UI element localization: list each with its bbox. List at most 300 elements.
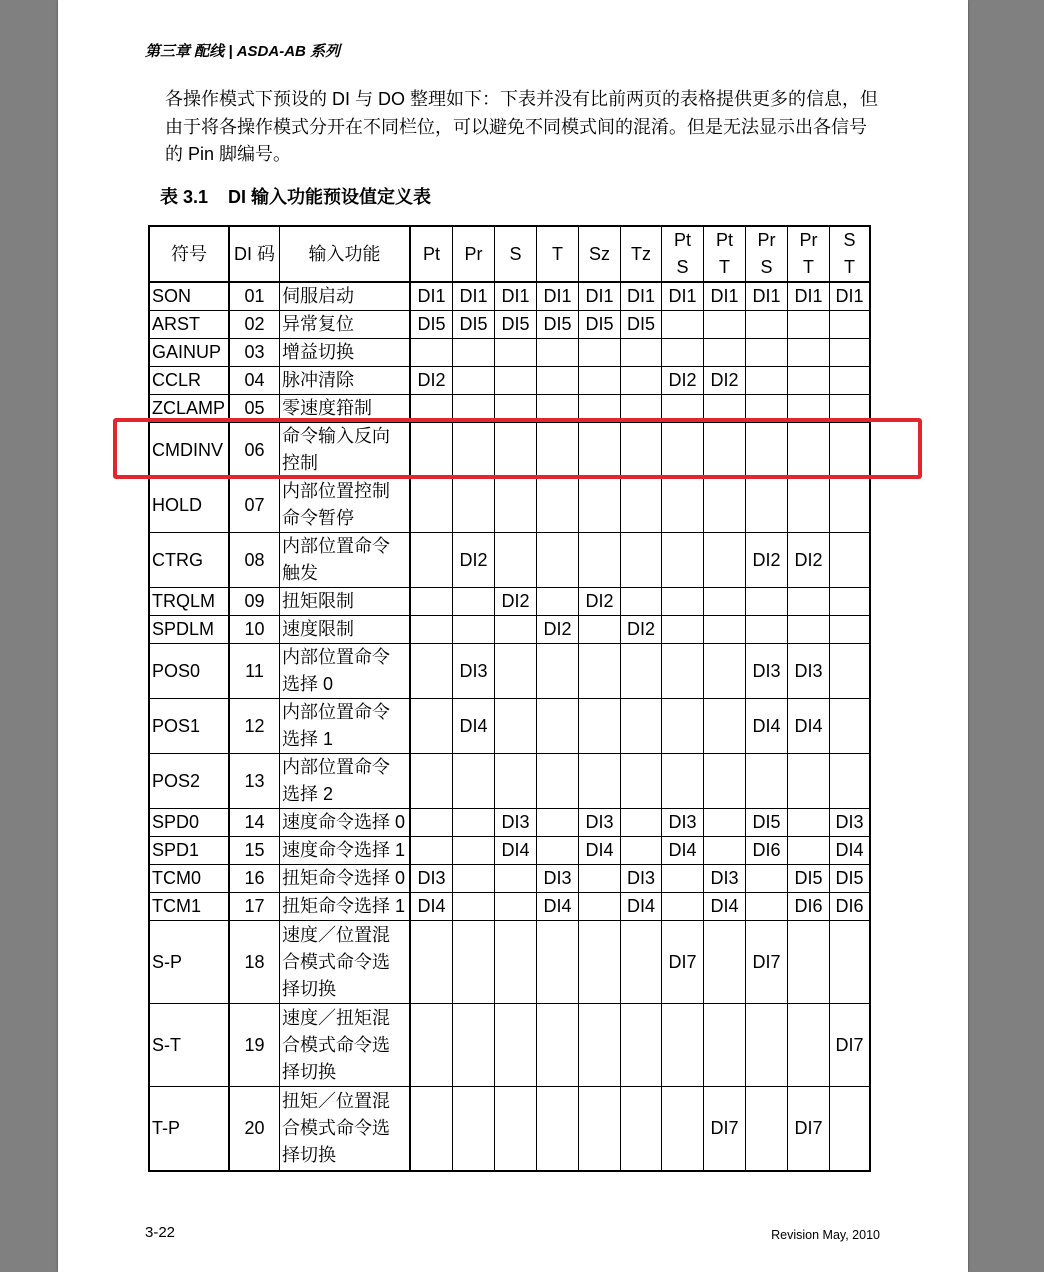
input-function-cell: 命令输入反向 控制 xyxy=(280,423,411,477)
di-code-cell: 04 xyxy=(230,367,280,394)
mode-cell-s xyxy=(495,754,537,808)
di-code-cell: 02 xyxy=(230,311,280,338)
mode-cell-pr-s xyxy=(746,423,788,477)
mode-cell-pr-t: DI4 xyxy=(788,699,830,753)
mode-cell-pt-s xyxy=(662,1004,704,1086)
symbol-cell: S-T xyxy=(150,1004,230,1086)
mode-cell-sz xyxy=(579,754,621,808)
mode-cell-pt-s: DI1 xyxy=(662,283,704,310)
mode-cell-s xyxy=(495,533,537,587)
input-function-cell: 内部位置控制 命令暂停 xyxy=(280,478,411,532)
mode-cell-pt xyxy=(411,699,453,753)
mode-cell-pt-t: DI3 xyxy=(704,865,746,892)
input-function-cell: 扭矩命令选择 1 xyxy=(280,893,411,920)
mode-cell-s-t xyxy=(830,588,869,615)
symbol-cell: TCM0 xyxy=(150,865,230,892)
header-mode-pt-s: Pt S xyxy=(662,227,704,281)
mode-cell-tz xyxy=(621,754,662,808)
mode-cell-s: DI5 xyxy=(495,311,537,338)
di-code-cell: 15 xyxy=(230,837,280,864)
chapter-header: 第三章 配线 | ASDA-AB 系列 xyxy=(145,43,341,60)
mode-cell-pt-t xyxy=(704,921,746,1003)
mode-cell-pr-t xyxy=(788,588,830,615)
mode-cell-pr-s: DI1 xyxy=(746,283,788,310)
mode-cell-pr-s xyxy=(746,616,788,643)
mode-cell-pr-t: DI1 xyxy=(788,283,830,310)
mode-cell-pt-s xyxy=(662,754,704,808)
mode-cell-pt-t xyxy=(704,644,746,698)
table-row-cclr xyxy=(150,367,869,395)
header-mode-t: T xyxy=(537,227,579,281)
input-function-cell: 速度／位置混 合模式命令选 择切换 xyxy=(280,921,411,1003)
symbol-cell: CTRG xyxy=(150,533,230,587)
mode-cell-pr-t xyxy=(788,423,830,477)
mode-cell-pt-t xyxy=(704,754,746,808)
mode-cell-pt: DI4 xyxy=(411,893,453,920)
input-function-cell: 速度命令选择 0 xyxy=(280,809,411,836)
mode-cell-pr-t xyxy=(788,754,830,808)
table-row-son xyxy=(150,283,869,311)
symbol-cell: ZCLAMP xyxy=(150,395,230,422)
mode-cell-s-t xyxy=(830,339,869,366)
symbol-cell: SPD1 xyxy=(150,837,230,864)
mode-cell-sz xyxy=(579,699,621,753)
mode-cell-tz xyxy=(621,588,662,615)
mode-cell-pr-t xyxy=(788,395,830,422)
mode-cell-t xyxy=(537,1087,579,1170)
mode-cell-sz xyxy=(579,616,621,643)
mode-cell-s xyxy=(495,644,537,698)
mode-cell-sz: DI2 xyxy=(579,588,621,615)
mode-cell-tz xyxy=(621,699,662,753)
mode-cell-pr xyxy=(453,809,495,836)
mode-cell-s-t xyxy=(830,311,869,338)
symbol-cell: CMDINV xyxy=(150,423,230,477)
mode-cell-sz xyxy=(579,478,621,532)
mode-cell-pt xyxy=(411,588,453,615)
mode-cell-pt-t xyxy=(704,339,746,366)
mode-cell-sz xyxy=(579,339,621,366)
mode-cell-pr-t xyxy=(788,311,830,338)
mode-cell-sz: DI1 xyxy=(579,283,621,310)
mode-cell-pt-s xyxy=(662,395,704,422)
table-row-pos0 xyxy=(150,644,869,699)
table-row-pos2 xyxy=(150,754,869,809)
mode-cell-pr: DI1 xyxy=(453,283,495,310)
mode-cell-pr: DI2 xyxy=(453,533,495,587)
mode-cell-s xyxy=(495,616,537,643)
symbol-cell: T-P xyxy=(150,1087,230,1170)
header-mode-pr: Pr xyxy=(453,227,495,281)
symbol-cell: TCM1 xyxy=(150,893,230,920)
header-input-function: 输入功能 xyxy=(280,227,411,281)
mode-cell-s: DI1 xyxy=(495,283,537,310)
mode-cell-pt xyxy=(411,339,453,366)
mode-cell-pt-t xyxy=(704,837,746,864)
mode-cell-pt-t xyxy=(704,478,746,532)
mode-cell-pt-s xyxy=(662,339,704,366)
mode-cell-pt xyxy=(411,809,453,836)
input-function-cell: 内部位置命令 选择 2 xyxy=(280,754,411,808)
mode-cell-s-t xyxy=(830,699,869,753)
input-function-cell: 增益切换 xyxy=(280,339,411,366)
mode-cell-tz xyxy=(621,1087,662,1170)
table-caption: 表 3.1 DI 输入功能预设值定义表 xyxy=(160,187,432,207)
mode-cell-s-t: DI5 xyxy=(835,868,864,888)
mode-cell-t xyxy=(537,809,579,836)
input-function-cell: 伺服启动 xyxy=(280,283,411,310)
mode-cell-pr-t xyxy=(788,837,830,864)
mode-cell-t xyxy=(537,699,579,753)
mode-cell-t xyxy=(537,754,579,808)
mode-cell-pt-t xyxy=(704,311,746,338)
header-mode-pt-t: Pt T xyxy=(704,227,746,281)
mode-cell-s-t xyxy=(830,1087,869,1170)
mode-cell-pr-t xyxy=(788,616,830,643)
mode-cell-pr xyxy=(453,893,495,920)
di-code-cell: 09 xyxy=(230,588,280,615)
mode-cell-pt xyxy=(411,478,453,532)
mode-cell-pr xyxy=(453,616,495,643)
header-symbol: 符号 xyxy=(150,227,230,281)
input-function-cell: 扭矩命令选择 0 xyxy=(280,865,411,892)
table-row-spd1 xyxy=(150,837,869,865)
mode-cell-t xyxy=(537,921,579,1003)
table-row-zclamp xyxy=(150,395,869,423)
mode-cell-pt-s xyxy=(662,423,704,477)
mode-cell-sz xyxy=(579,367,621,394)
mode-cell-pr-t xyxy=(788,1004,830,1086)
symbol-cell: CCLR xyxy=(150,367,230,394)
mode-cell-pr-s xyxy=(746,311,788,338)
mode-cell-s xyxy=(495,893,537,920)
di-code-cell: 12 xyxy=(230,699,280,753)
mode-cell-s xyxy=(495,339,537,366)
header-di-code: DI 码 xyxy=(230,227,280,281)
mode-cell-sz xyxy=(579,865,621,892)
mode-cell-pt: DI2 xyxy=(411,367,453,394)
di-code-cell: 10 xyxy=(230,616,280,643)
mode-cell-pr-s xyxy=(746,893,788,920)
mode-cell-pt-s: DI2 xyxy=(662,367,704,394)
di-code-cell: 14 xyxy=(230,809,280,836)
input-function-cell: 扭矩／位置混 合模式命令选 择切换 xyxy=(280,1087,411,1170)
mode-cell-s-t: DI6 xyxy=(835,896,864,916)
mode-cell-pt-s xyxy=(662,1087,704,1170)
mode-cell-t xyxy=(537,644,579,698)
header-mode-s-t: S T xyxy=(843,230,856,277)
mode-cell-s-t: DI4 xyxy=(835,840,864,860)
mode-cell-s xyxy=(495,1087,537,1170)
mode-cell-pr-s: DI4 xyxy=(746,699,788,753)
symbol-cell: TRQLM xyxy=(150,588,230,615)
di-code-cell: 01 xyxy=(230,283,280,310)
mode-cell-s xyxy=(495,921,537,1003)
mode-cell-pr-s xyxy=(746,367,788,394)
mode-cell-pt-t xyxy=(704,588,746,615)
mode-cell-t xyxy=(537,423,579,477)
mode-cell-pr-s: DI3 xyxy=(746,644,788,698)
intro-paragraph: 各操作模式下预设的 DI 与 DO 整理如下：下表并没有比前两页的表格提供更多的信息，但 由于将各操作模式分开在不同栏位，可以避免不同模式间的混淆。但是无法显示出各信号 的 Pin 脚编号。 xyxy=(165,89,879,164)
table-row-t-p xyxy=(150,1087,869,1170)
mode-cell-pt-t: DI7 xyxy=(704,1087,746,1170)
mode-cell-t xyxy=(537,588,579,615)
mode-cell-s xyxy=(495,395,537,422)
mode-cell-s-t xyxy=(830,395,869,422)
revision-date: Revision May, 2010 xyxy=(771,1228,880,1242)
input-function-cell: 速度／扭矩混 合模式命令选 择切换 xyxy=(280,1004,411,1086)
mode-cell-sz xyxy=(579,533,621,587)
mode-cell-s-t: DI1 xyxy=(835,286,864,306)
mode-cell-tz xyxy=(621,339,662,366)
mode-cell-pr-s: DI7 xyxy=(746,921,788,1003)
mode-cell-pr-s: DI6 xyxy=(746,837,788,864)
mode-cell-pr-s xyxy=(746,1087,788,1170)
mode-cell-s xyxy=(495,699,537,753)
table-row-s-t xyxy=(150,1004,869,1087)
mode-cell-t xyxy=(537,367,579,394)
mode-cell-s-t xyxy=(830,754,869,808)
symbol-cell: ARST xyxy=(150,311,230,338)
mode-cell-t xyxy=(537,533,579,587)
mode-cell-pt xyxy=(411,644,453,698)
mode-cell-t xyxy=(537,1004,579,1086)
mode-cell-pr-s xyxy=(746,1004,788,1086)
mode-cell-pr xyxy=(453,1087,495,1170)
mode-cell-pt-t xyxy=(704,533,746,587)
mode-cell-tz xyxy=(621,533,662,587)
mode-cell-pr-t: DI6 xyxy=(788,893,830,920)
mode-cell-pr-s xyxy=(746,865,788,892)
mode-cell-pr-s xyxy=(746,395,788,422)
mode-cell-pr-t: DI7 xyxy=(788,1087,830,1170)
symbol-cell: HOLD xyxy=(150,478,230,532)
page-number: 3-22 xyxy=(145,1224,176,1241)
mode-cell-s-t xyxy=(830,478,869,532)
mode-cell-pt xyxy=(411,921,453,1003)
mode-cell-pr xyxy=(453,588,495,615)
mode-cell-s xyxy=(495,1004,537,1086)
mode-cell-sz: DI5 xyxy=(579,311,621,338)
mode-cell-pt-s: DI4 xyxy=(662,837,704,864)
header-mode-tz: Tz xyxy=(621,227,662,281)
mode-cell-tz xyxy=(621,478,662,532)
input-function-cell: 速度命令选择 1 xyxy=(280,837,411,864)
mode-cell-tz: DI2 xyxy=(621,616,662,643)
mode-cell-pt-t xyxy=(704,699,746,753)
table-row-gainup xyxy=(150,339,869,367)
mode-cell-pt-t xyxy=(704,423,746,477)
mode-cell-tz xyxy=(621,1004,662,1086)
header-mode-s: S xyxy=(495,227,537,281)
mode-cell-pr: DI5 xyxy=(453,311,495,338)
input-function-cell: 内部位置命令 选择 1 xyxy=(280,699,411,753)
symbol-cell: POS0 xyxy=(150,644,230,698)
input-function-cell: 速度限制 xyxy=(280,616,411,643)
mode-cell-pt-s xyxy=(662,893,704,920)
di-code-cell: 19 xyxy=(230,1004,280,1086)
mode-cell-pr-t: DI2 xyxy=(788,533,830,587)
mode-cell-pr xyxy=(453,339,495,366)
mode-cell-t: DI4 xyxy=(537,893,579,920)
mode-cell-pt-s: DI7 xyxy=(662,921,704,1003)
mode-cell-t: DI3 xyxy=(537,865,579,892)
mode-cell-pt: DI1 xyxy=(411,283,453,310)
mode-cell-pt-s xyxy=(662,616,704,643)
mode-cell-tz: DI1 xyxy=(621,283,662,310)
di-code-cell: 05 xyxy=(230,395,280,422)
mode-cell-tz xyxy=(621,423,662,477)
mode-cell-pr xyxy=(453,754,495,808)
mode-cell-t: DI2 xyxy=(537,616,579,643)
mode-cell-s-t: DI7 xyxy=(835,1034,864,1055)
mode-cell-s-t xyxy=(830,367,869,394)
mode-cell-pt xyxy=(411,1004,453,1086)
mode-cell-pr xyxy=(453,837,495,864)
mode-cell-pt-s xyxy=(662,699,704,753)
mode-cell-pt-t: DI4 xyxy=(704,893,746,920)
mode-cell-pt-s xyxy=(662,533,704,587)
mode-cell-pr-s xyxy=(746,339,788,366)
symbol-cell: POS2 xyxy=(150,754,230,808)
mode-cell-s-t xyxy=(830,423,869,477)
table-row-cmdinv xyxy=(150,423,869,478)
header-mode-pr-s: Pr S xyxy=(746,227,788,281)
mode-cell-sz: DI4 xyxy=(579,837,621,864)
di-code-cell: 16 xyxy=(230,865,280,892)
mode-cell-t: DI1 xyxy=(537,283,579,310)
table-row-spdlm xyxy=(150,616,869,644)
mode-cell-sz xyxy=(579,395,621,422)
mode-cell-t xyxy=(537,478,579,532)
mode-cell-tz: DI3 xyxy=(621,865,662,892)
mode-cell-tz xyxy=(621,367,662,394)
mode-cell-t xyxy=(537,395,579,422)
table-row-s-p xyxy=(150,921,869,1004)
mode-cell-pr-t: DI3 xyxy=(788,644,830,698)
mode-cell-s xyxy=(495,478,537,532)
mode-cell-s-t xyxy=(830,644,869,698)
di-function-table xyxy=(148,225,871,1172)
mode-cell-pr-s: DI2 xyxy=(746,533,788,587)
mode-cell-pt xyxy=(411,1087,453,1170)
input-function-cell: 脉冲清除 xyxy=(280,367,411,394)
input-function-cell: 内部位置命令 触发 xyxy=(280,533,411,587)
mode-cell-pr-s xyxy=(746,588,788,615)
di-code-cell: 07 xyxy=(230,478,280,532)
mode-cell-pt-t xyxy=(704,395,746,422)
table-row-trqlm xyxy=(150,588,869,616)
mode-cell-pr-t xyxy=(788,809,830,836)
table-row-tcm0 xyxy=(150,865,869,893)
mode-cell-pt xyxy=(411,395,453,422)
symbol-cell: POS1 xyxy=(150,699,230,753)
mode-cell-pr xyxy=(453,1004,495,1086)
mode-cell-pr: DI4 xyxy=(453,699,495,753)
mode-cell-tz xyxy=(621,921,662,1003)
mode-cell-sz xyxy=(579,921,621,1003)
table-row-ctrg xyxy=(150,533,869,588)
mode-cell-pt-s xyxy=(662,644,704,698)
header-mode-pt: Pt xyxy=(411,227,453,281)
mode-cell-s-t xyxy=(830,616,869,643)
di-code-cell: 03 xyxy=(230,339,280,366)
mode-cell-pr xyxy=(453,478,495,532)
mode-cell-pr xyxy=(453,423,495,477)
mode-cell-pt xyxy=(411,423,453,477)
mode-cell-pr xyxy=(453,367,495,394)
mode-cell-pt-t xyxy=(704,809,746,836)
mode-cell-pt-t xyxy=(704,1004,746,1086)
table-header-row xyxy=(150,227,869,283)
mode-cell-pr-s xyxy=(746,478,788,532)
mode-cell-sz xyxy=(579,423,621,477)
di-code-cell: 11 xyxy=(230,644,280,698)
mode-cell-pt-s xyxy=(662,478,704,532)
mode-cell-pr xyxy=(453,921,495,1003)
mode-cell-pt-t: DI1 xyxy=(704,283,746,310)
di-code-cell: 08 xyxy=(230,533,280,587)
table-row-arst xyxy=(150,311,869,339)
mode-cell-sz xyxy=(579,644,621,698)
table-row-pos1 xyxy=(150,699,869,754)
mode-cell-s xyxy=(495,423,537,477)
mode-cell-pr xyxy=(453,395,495,422)
mode-cell-pr-t xyxy=(788,339,830,366)
symbol-cell: SON xyxy=(150,283,230,310)
mode-cell-sz xyxy=(579,1087,621,1170)
mode-cell-s: DI3 xyxy=(495,809,537,836)
mode-cell-s xyxy=(495,865,537,892)
mode-cell-pr-s: DI5 xyxy=(746,809,788,836)
mode-cell-pr-t xyxy=(788,921,830,1003)
mode-cell-tz xyxy=(621,809,662,836)
mode-cell-pt-t: DI2 xyxy=(704,367,746,394)
mode-cell-pt: DI3 xyxy=(411,865,453,892)
symbol-cell: SPD0 xyxy=(150,809,230,836)
input-function-cell: 异常复位 xyxy=(280,311,411,338)
di-code-cell: 20 xyxy=(230,1087,280,1170)
mode-cell-pt-s xyxy=(662,588,704,615)
mode-cell-pr xyxy=(453,865,495,892)
di-code-cell: 17 xyxy=(230,893,280,920)
symbol-cell: GAINUP xyxy=(150,339,230,366)
mode-cell-tz: DI5 xyxy=(621,311,662,338)
mode-cell-pt xyxy=(411,616,453,643)
symbol-cell: SPDLM xyxy=(150,616,230,643)
mode-cell-pr-t xyxy=(788,478,830,532)
mode-cell-pr-t: DI5 xyxy=(788,865,830,892)
mode-cell-t xyxy=(537,837,579,864)
mode-cell-pr: DI3 xyxy=(453,644,495,698)
mode-cell-s-t xyxy=(830,921,869,1003)
symbol-cell: S-P xyxy=(150,921,230,1003)
mode-cell-pt xyxy=(411,754,453,808)
input-function-cell: 零速度箝制 xyxy=(280,395,411,422)
mode-cell-s: DI4 xyxy=(495,837,537,864)
mode-cell-tz xyxy=(621,395,662,422)
mode-cell-pt-s: DI3 xyxy=(662,809,704,836)
mode-cell-t xyxy=(537,339,579,366)
header-mode-pr-t: Pr T xyxy=(788,227,830,281)
input-function-cell: 扭矩限制 xyxy=(280,588,411,615)
mode-cell-tz: DI4 xyxy=(621,893,662,920)
mode-cell-sz: DI3 xyxy=(579,809,621,836)
header-mode-sz: Sz xyxy=(579,227,621,281)
mode-cell-s: DI2 xyxy=(495,588,537,615)
mode-cell-tz xyxy=(621,837,662,864)
mode-cell-pr-s xyxy=(746,754,788,808)
